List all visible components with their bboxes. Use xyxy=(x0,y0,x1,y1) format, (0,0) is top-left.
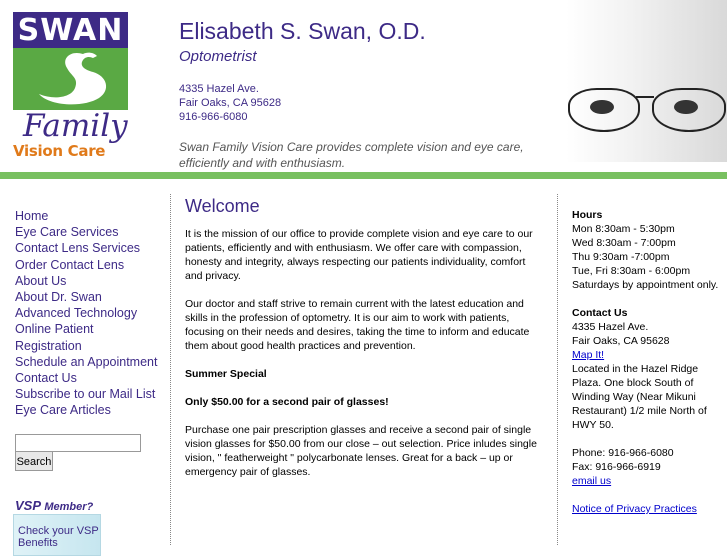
logo-swan-text: SWAN xyxy=(13,12,128,48)
eye-right xyxy=(674,100,698,114)
nav-contact-lens-services[interactable]: Contact Lens Services xyxy=(15,241,141,256)
nav-about-us[interactable]: About Us xyxy=(15,273,67,288)
summer-special-offer: Only $50.00 for a second pair of glasses! xyxy=(185,396,389,408)
hours-mon: Mon 8:30am - 5:30pm xyxy=(572,223,675,235)
page-title: Welcome xyxy=(185,196,260,216)
nav-advanced-technology[interactable]: Advanced Technology xyxy=(15,306,138,321)
left-navigation xyxy=(15,208,165,419)
hours-wed: Wed 8:30am - 7:00pm xyxy=(572,237,676,249)
glasses-bridge xyxy=(636,96,654,98)
hours-tue-fri: Tue, Fri 8:30am - 6:00pm xyxy=(572,265,691,277)
vsp-benefits-banner[interactable] xyxy=(13,514,101,556)
nav-subscribe-mail-list[interactable]: Subscribe to our Mail List xyxy=(15,387,156,402)
contact-fax: Fax: 916-966-6919 xyxy=(572,461,661,473)
header-address-line1: 4335 Hazel Ave. xyxy=(179,83,259,95)
logo-swan-graphic xyxy=(13,48,128,110)
hours-saturday: Saturdays by appointment only. xyxy=(572,279,719,291)
vsp-benefits-text: Check your VSP Benefits xyxy=(18,525,99,549)
header-phone: 916-966-6080 xyxy=(179,111,248,123)
privacy-practices-link[interactable]: Notice of Privacy Practices xyxy=(572,503,697,515)
header-address xyxy=(179,82,281,124)
vsp-member-heading xyxy=(15,498,93,513)
woman-with-glasses-photo xyxy=(566,0,727,162)
directions-text: Located in the Hazel Ridge Plaza. One block South of Winding Way (Near Mikuni Restaurant) 1/2 mile North of HWY 50. xyxy=(572,363,707,431)
right-column-divider xyxy=(557,194,558,545)
vsp-label: VSP xyxy=(15,498,42,513)
hours-heading: Hours xyxy=(572,209,603,221)
email-us-link[interactable]: email us xyxy=(572,475,612,487)
site-header xyxy=(0,0,727,172)
mission-paragraph: It is the mission of our office to provide complete vision and eye care to our patients, efficiently and with enthusiasm. We offer care with compassion, honesty and integrity, always respecting our patients individuality, comfort and privacy. xyxy=(185,228,533,282)
staff-paragraph: Our doctor and staff strive to remain current with the latest education and skills in the profession of optometry. It is our aim to work with patients, focusing on their needs and desires, taking the time to inform and educate them about good health practices and prevention. xyxy=(185,298,530,352)
nav-online-patient[interactable]: Online Patient xyxy=(15,322,94,337)
right-sidebar xyxy=(572,208,722,516)
doctor-name: Elisabeth S. Swan, O.D. xyxy=(179,18,426,44)
contact-heading: Contact Us xyxy=(572,307,628,319)
contact-address-line2: Fair Oaks, CA 95628 xyxy=(572,335,670,347)
search-input[interactable] xyxy=(15,434,141,452)
nav-about-dr-swan[interactable]: About Dr. Swan xyxy=(15,290,102,305)
doctor-title: Optometrist xyxy=(179,48,257,65)
nav-home[interactable]: Home xyxy=(15,209,49,223)
vsp-member-label: Member? xyxy=(44,501,94,513)
nav-contact-us[interactable]: Contact Us xyxy=(15,371,77,386)
summer-special-heading: Summer Special xyxy=(185,368,267,380)
swan-family-logo[interactable] xyxy=(13,12,135,160)
special-details-paragraph: Purchase one pair prescription glasses and receive a second pair of single vision glasses for $50.00 from our close – out selection. Price inludes single vision, " featherweight " polycarbonate lenses. Great for a back – up or emergency pair of glasses. xyxy=(185,424,537,478)
nav-eye-care-articles[interactable]: Eye Care Articles xyxy=(15,403,111,418)
logo-family-text: Family xyxy=(23,108,128,144)
main-content xyxy=(185,196,540,493)
header-address-line2: Fair Oaks, CA 95628 xyxy=(179,97,282,109)
contact-address-line1: 4335 Hazel Ave. xyxy=(572,321,649,333)
nav-eye-care-services[interactable]: Eye Care Services xyxy=(15,225,119,240)
contact-phone: Phone: 916-966-6080 xyxy=(572,447,674,459)
logo-vision-care-text: Vision Care xyxy=(13,142,106,160)
nav-order-contact-lens[interactable]: Order Contact Lens xyxy=(15,257,125,272)
search-button[interactable]: Search xyxy=(15,451,53,471)
left-column-divider xyxy=(170,194,171,545)
header-tagline: Swan Family Vision Care provides complete vision and eye care, efficiently and with enthusiasm. xyxy=(179,140,524,170)
nav-schedule-appointment[interactable]: Schedule an Appointment xyxy=(15,354,158,369)
nav-registration[interactable]: Registration xyxy=(15,338,82,353)
eye-left xyxy=(590,100,614,114)
map-it-link[interactable]: Map It! xyxy=(572,349,605,361)
green-divider-band xyxy=(0,172,727,179)
hours-thu: Thu 9:30am -7:00pm xyxy=(572,251,670,263)
